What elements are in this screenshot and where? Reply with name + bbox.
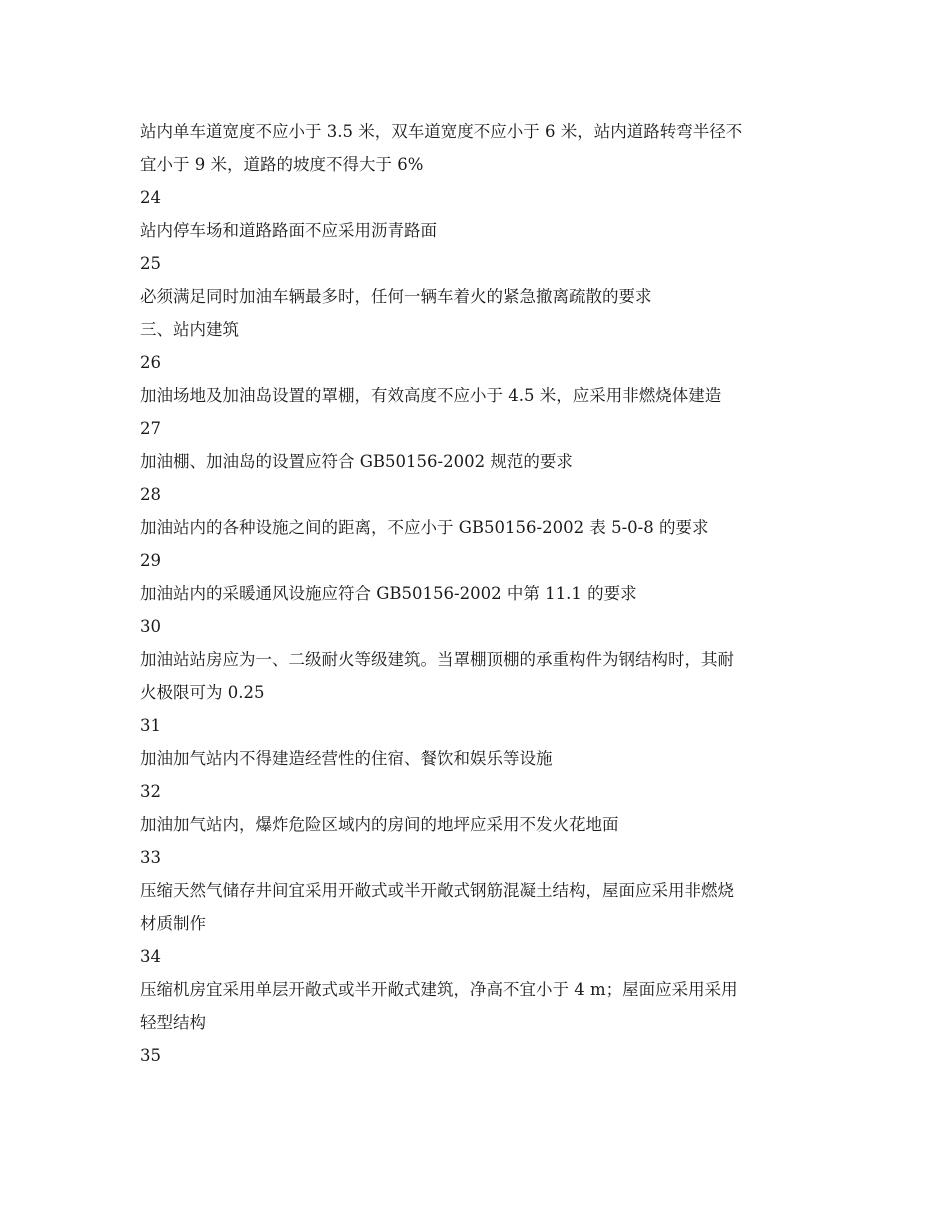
- item-number: [140, 1039, 820, 1072]
- paragraph-line: 加油加气站内不得建造经营性的住宿、餐饮和娱乐等设施: [140, 749, 553, 768]
- paragraph-line: 压缩机房宜采用单层开敞式或半开敞式建筑，净高不宜小于 4 m；屋面应采用采用: [140, 980, 738, 999]
- paragraph: [140, 742, 820, 775]
- paragraph: [140, 808, 820, 841]
- paragraph-line: 火极限可为 0.25: [140, 683, 265, 702]
- paragraph-line: 必须满足同时加油车辆最多时，任何一辆车着火的紧急撤离疏散的要求: [140, 287, 652, 306]
- paragraph-line: 加油加气站内，爆炸危险区域内的房间的地坪应采用不发火花地面: [140, 815, 619, 834]
- item-number: [140, 412, 820, 445]
- item-number-line: 32: [140, 782, 161, 801]
- item-number-line: 30: [140, 617, 161, 636]
- item-number-line: 26: [140, 353, 161, 372]
- paragraph-line: 材质制作: [140, 914, 206, 933]
- item-number-line: 24: [140, 188, 161, 207]
- item-number: [140, 940, 820, 973]
- paragraph: [140, 643, 820, 709]
- document-body: [140, 115, 820, 1072]
- paragraph: [140, 577, 820, 610]
- item-number-line: 27: [140, 419, 161, 438]
- section-heading: [140, 313, 820, 346]
- paragraph-line: 宜小于 9 米，道路的坡度不得大于 6%: [140, 155, 424, 174]
- item-number: [140, 346, 820, 379]
- item-number-line: 33: [140, 848, 161, 867]
- paragraph: [140, 115, 820, 181]
- paragraph: [140, 874, 820, 940]
- paragraph-line: 加油棚、加油岛的设置应符合 GB50156-2002 规范的要求: [140, 452, 573, 471]
- item-number-line: 29: [140, 551, 161, 570]
- paragraph: [140, 973, 820, 1039]
- section-heading-line: 三、站内建筑: [140, 320, 239, 339]
- paragraph: [140, 214, 820, 247]
- item-number: [140, 181, 820, 214]
- paragraph-line: 压缩天然气储存井间宜采用开敞式或半开敞式钢筋混凝土结构，屋面应采用非燃烧: [140, 881, 734, 900]
- paragraph-line: 加油站站房应为一、二级耐火等级建筑。当罩棚顶棚的承重构件为钢结构时，其耐: [140, 650, 734, 669]
- item-number-line: 34: [140, 947, 161, 966]
- paragraph: [140, 280, 820, 313]
- item-number: [140, 544, 820, 577]
- paragraph-line: 轻型结构: [140, 1013, 206, 1032]
- item-number-line: 35: [140, 1046, 161, 1065]
- paragraph-line: 站内单车道宽度不应小于 3.5 米，双车道宽度不应小于 6 米，站内道路转弯半径不: [140, 122, 743, 141]
- paragraph: [140, 445, 820, 478]
- item-number-line: 31: [140, 716, 161, 735]
- item-number: [140, 709, 820, 742]
- item-number-line: 28: [140, 485, 161, 504]
- paragraph-line: 加油站内的采暖通风设施应符合 GB50156-2002 中第 11.1 的要求: [140, 584, 637, 603]
- item-number: [140, 478, 820, 511]
- paragraph-line: 加油场地及加油岛设置的罩棚，有效高度不应小于 4.5 米，应采用非燃烧体建造: [140, 386, 722, 405]
- item-number: [140, 775, 820, 808]
- paragraph-line: 加油站内的各种设施之间的距离，不应小于 GB50156-2002 表 5-0-8 的要求: [140, 518, 709, 537]
- item-number: [140, 610, 820, 643]
- paragraph: [140, 511, 820, 544]
- item-number-line: 25: [140, 254, 161, 273]
- paragraph-line: 站内停车场和道路路面不应采用沥青路面: [140, 221, 437, 240]
- item-number: [140, 247, 820, 280]
- item-number: [140, 841, 820, 874]
- paragraph: [140, 379, 820, 412]
